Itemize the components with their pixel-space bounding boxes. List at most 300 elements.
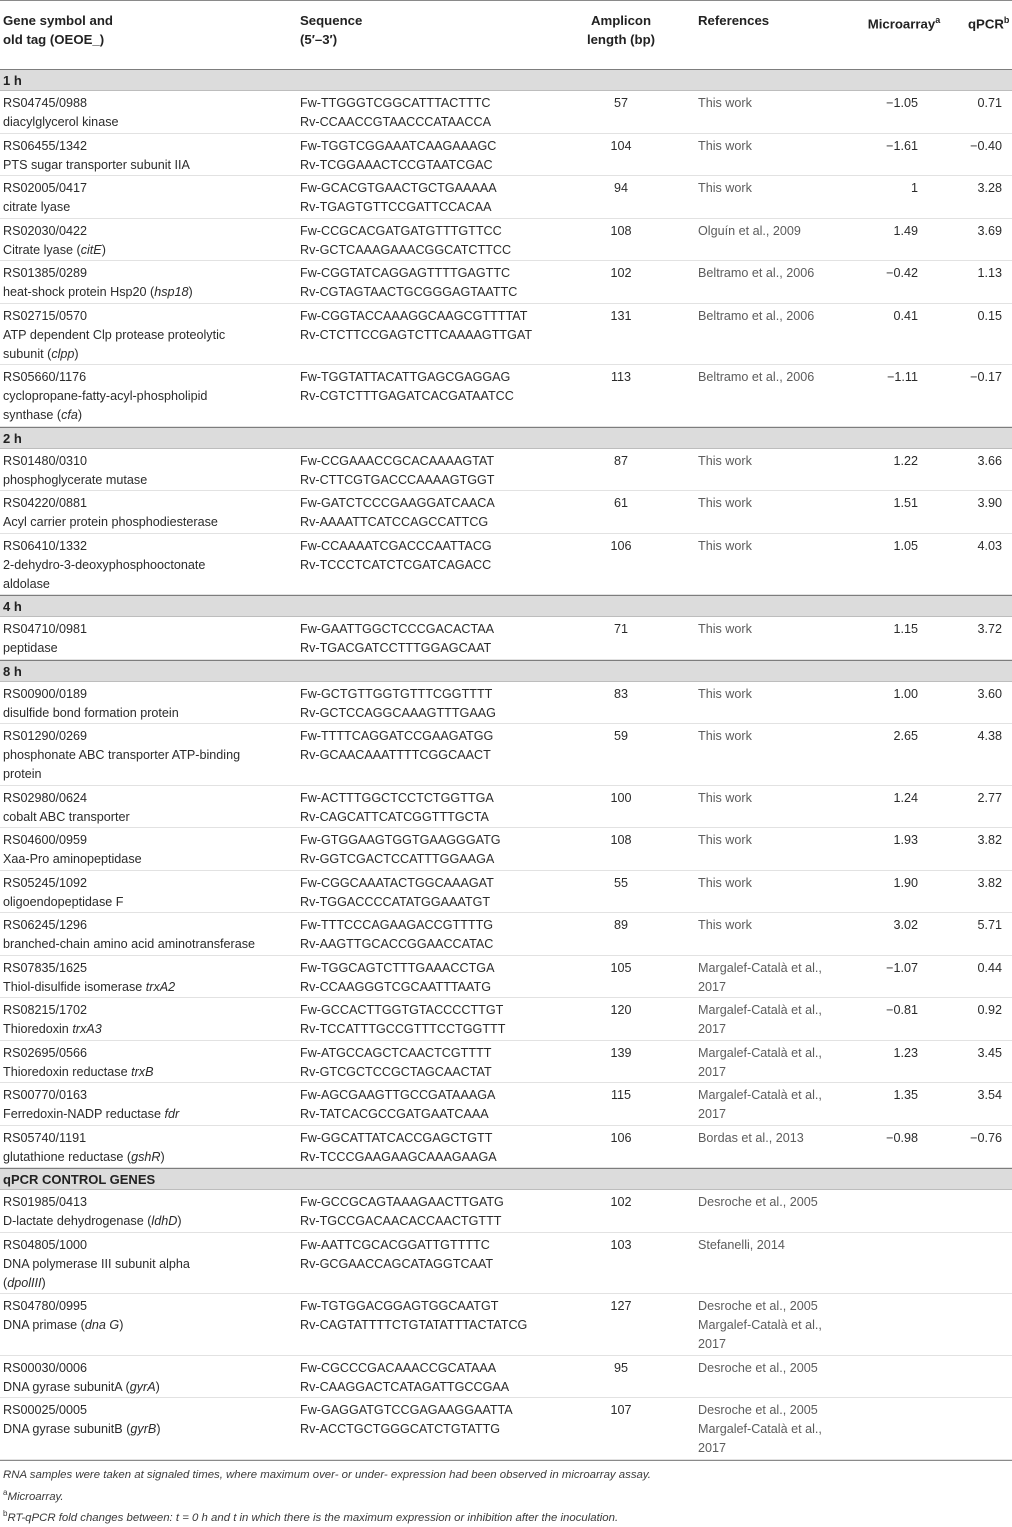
microarray-cell: −0.98: [862, 1129, 918, 1148]
sequence-cell: [300, 137, 496, 175]
reference-cell: [698, 1129, 804, 1148]
sequence-cell: [300, 1044, 492, 1082]
sequence-cell-line: Rv-TCCCGAAGAAGCAAAGAAGA: [300, 1148, 497, 1167]
sequence-cell-line: Rv-CAGTATTTTCTGTATATTTACTATCG: [300, 1316, 527, 1335]
sequence-cell: [300, 368, 514, 406]
amplicon-cell: 102: [580, 1193, 662, 1212]
reference-cell-line: This work: [698, 94, 752, 113]
gene-cell-line: Xaa-Pro aminopeptidase: [3, 850, 142, 869]
gene-cell: [3, 916, 255, 954]
table-body: [0, 69, 1012, 1460]
sequence-cell-line: Fw-GATCTCCCGAAGGATCAACA: [300, 494, 495, 513]
reference-cell: [698, 1193, 818, 1212]
gene-cell-line: RS04745/0988: [3, 94, 119, 113]
amplicon-cell: 59: [580, 727, 662, 746]
gene-cell-line: RS00770/0163: [3, 1086, 179, 1105]
header-amplicon: Amplicon length (bp): [580, 11, 662, 49]
gene-cell: [3, 1236, 190, 1293]
microarray-cell: 3.02: [862, 916, 918, 935]
amplicon-cell: 127: [580, 1297, 662, 1316]
qpcr-cell: 3.69: [966, 222, 1002, 241]
sequence-cell-line: Rv-CCAACCGTAACCCATAACCA: [300, 113, 491, 132]
sequence-cell-line: Fw-TTTCCCAGAAGACCGTTTTG: [300, 916, 493, 935]
reference-cell: [698, 494, 752, 513]
qpcr-cell: 3.72: [966, 620, 1002, 639]
gene-cell-line: 2-dehydro-3-deoxyphosphooctonate: [3, 556, 205, 575]
reference-cell: [698, 685, 752, 704]
qpcr-cell: 4.38: [966, 727, 1002, 746]
sequence-cell: [300, 1193, 504, 1231]
sequence-cell: [300, 94, 491, 132]
section-header: qPCR CONTROL GENES: [0, 1168, 1012, 1190]
gene-cell-line: phosphoglycerate mutase: [3, 471, 147, 490]
gene-cell: [3, 1001, 102, 1039]
gene-cell: [3, 94, 119, 132]
microarray-cell: 1.51: [862, 494, 918, 513]
sequence-cell: [300, 179, 497, 217]
section-header: 1 h: [0, 69, 1012, 91]
qpcr-cell: 0.92: [966, 1001, 1002, 1020]
reference-cell: [698, 307, 814, 326]
reference-cell-line: Bordas et al., 2013: [698, 1129, 804, 1148]
table-row: [0, 134, 1012, 177]
sequence-cell-line: Rv-CGTCTTTGAGATCACGATAATCC: [300, 387, 514, 406]
sequence-cell-line: Fw-CGGTATCAGGAGTTTTGAGTTC: [300, 264, 517, 283]
amplicon-cell: 57: [580, 94, 662, 113]
table-row: [0, 176, 1012, 219]
table-row: [0, 998, 1012, 1041]
amplicon-cell: 107: [580, 1401, 662, 1420]
sequence-cell-line: Rv-GCGAACCAGCATAGGTCAAT: [300, 1255, 493, 1274]
table-row: [0, 1233, 1012, 1295]
reference-cell-line: Desroche et al., 2005: [698, 1193, 818, 1212]
sequence-cell-line: Fw-ATGCCAGCTCAACTCGTTTT: [300, 1044, 492, 1063]
gene-cell-line: Thiol-disulfide isomerase trxA2: [3, 978, 175, 997]
gene-cell-line: RS02005/0417: [3, 179, 87, 198]
amplicon-cell: 61: [580, 494, 662, 513]
gene-cell-line: Thioredoxin reductase trxB: [3, 1063, 154, 1082]
gene-cell: [3, 1401, 161, 1439]
gene-cell-line: DNA gyrase subunitA (gyrA): [3, 1378, 160, 1397]
sequence-cell-line: Rv-CCAAGGGTCGCAATTTAATG: [300, 978, 495, 997]
gene-cell: [3, 264, 193, 302]
gene-cell-line: phosphonate ABC transporter ATP-binding: [3, 746, 240, 765]
gene-cell: [3, 874, 123, 912]
sequence-cell-line: Rv-ACCTGCTGGGCATCTGTATTG: [300, 1420, 513, 1439]
gene-cell-line: protein: [3, 765, 240, 784]
gene-cell-line: Ferredoxin-NADP reductase fdr: [3, 1105, 179, 1124]
microarray-cell: −1.11: [862, 368, 918, 387]
sequence-cell: [300, 685, 496, 723]
reference-cell-line: This work: [698, 179, 752, 198]
gene-cell-line: synthase (cfa): [3, 406, 207, 425]
microarray-cell: 1.15: [862, 620, 918, 639]
microarray-cell: −1.61: [862, 137, 918, 156]
sequence-cell-line: Rv-TGAGTGTTCCGATTCCACAA: [300, 198, 497, 217]
gene-cell: [3, 831, 142, 869]
reference-cell-line: Desroche et al., 2005: [698, 1359, 818, 1378]
sequence-cell: [300, 1297, 527, 1335]
gene-cell-line: Thioredoxin trxA3: [3, 1020, 102, 1039]
gene-cell-line: DNA primase (dna G): [3, 1316, 123, 1335]
qpcr-cell: 0.15: [966, 307, 1002, 326]
reference-cell-line: Margalef-Català et al.,: [698, 1316, 822, 1335]
sequence-cell: [300, 537, 492, 575]
reference-cell-line: 2017: [698, 1439, 822, 1458]
gene-cell-line: RS05660/1176: [3, 368, 207, 387]
amplicon-cell: 131: [580, 307, 662, 326]
gene-cell-line: RS08215/1702: [3, 1001, 102, 1020]
amplicon-cell: 139: [580, 1044, 662, 1063]
section-header: 2 h: [0, 427, 1012, 449]
sequence-cell: [300, 916, 493, 954]
table-row: [0, 365, 1012, 427]
table-row: [0, 786, 1012, 829]
microarray-cell: 1.49: [862, 222, 918, 241]
gene-cell-line: RS06245/1296: [3, 916, 255, 935]
sequence-cell-line: Fw-CCAAAATCGACCCAATTACG: [300, 537, 492, 556]
qpcr-cell: 3.60: [966, 685, 1002, 704]
qpcr-cell: −0.40: [966, 137, 1002, 156]
reference-cell: [698, 137, 752, 156]
reference-cell: [698, 831, 752, 850]
reference-cell: [698, 452, 752, 471]
sequence-cell-line: Rv-GCTCCAGGCAAAGTTTGAAG: [300, 704, 496, 723]
table-row: [0, 304, 1012, 366]
qpcr-cell: 4.03: [966, 537, 1002, 556]
sequence-cell-line: Rv-GGTCGACTCCATTTGGAAGA: [300, 850, 501, 869]
gene-cell: [3, 452, 147, 490]
sequence-cell-line: Fw-TTTTCAGGATCCGAAGATGG: [300, 727, 493, 746]
gene-cell-line: cobalt ABC transporter: [3, 808, 130, 827]
reference-cell-line: 2017: [698, 978, 822, 997]
reference-cell-line: This work: [698, 727, 752, 746]
gene-cell-line: RS01985/0413: [3, 1193, 182, 1212]
table-row: [0, 449, 1012, 492]
gene-cell-line: RS00030/0006: [3, 1359, 160, 1378]
gene-cell-line: RS04600/0959: [3, 831, 142, 850]
reference-cell: [698, 222, 801, 241]
amplicon-cell: 120: [580, 1001, 662, 1020]
reference-cell-line: This work: [698, 916, 752, 935]
qpcr-cell: 5.71: [966, 916, 1002, 935]
amplicon-cell: 87: [580, 452, 662, 471]
reference-cell-line: This work: [698, 789, 752, 808]
sequence-cell-line: Rv-TCCCTCATCTCGATCAGACC: [300, 556, 492, 575]
microarray-cell: 1.23: [862, 1044, 918, 1063]
sequence-cell-line: Fw-GCCACTTGGTGTACCCCTTGT: [300, 1001, 505, 1020]
sequence-cell: [300, 620, 494, 658]
sequence-cell-line: Rv-TGCCGACAACACCAACTGTTT: [300, 1212, 504, 1231]
amplicon-cell: 108: [580, 831, 662, 850]
gene-cell: [3, 222, 106, 260]
sequence-cell-line: Fw-GAGGATGTCCGAGAAGGAATTA: [300, 1401, 513, 1420]
sequence-cell-line: Rv-TGGACCCCATATGGAAATGT: [300, 893, 494, 912]
gene-cell: [3, 179, 87, 217]
section-header: 4 h: [0, 595, 1012, 617]
amplicon-cell: 100: [580, 789, 662, 808]
qpcr-cell: 3.28: [966, 179, 1002, 198]
sequence-cell-line: Fw-ACTTTGGCTCCTCTGGTTGA: [300, 789, 494, 808]
amplicon-cell: 95: [580, 1359, 662, 1378]
sequence-cell-line: Fw-GGCATTATCACCGAGCTGTT: [300, 1129, 497, 1148]
microarray-cell: 1.90: [862, 874, 918, 893]
sequence-cell-line: Rv-CAGCATTCATCGGTTTGCTA: [300, 808, 494, 827]
gene-cell-line: RS02695/0566: [3, 1044, 154, 1063]
reference-cell: [698, 1236, 785, 1255]
amplicon-cell: 106: [580, 537, 662, 556]
footnote-a: $^a$Microarray.: [0, 1484, 1012, 1506]
gene-cell: [3, 1193, 182, 1231]
sequence-cell-line: Rv-AAGTTGCACCGGAACCATAC: [300, 935, 493, 954]
footnote-b: $^b$RT-qPCR fold changes between: t = 0 h and t in which there is the maximum expression or inhibition after the inoculation.: [0, 1505, 1012, 1527]
sequence-cell: [300, 1086, 495, 1124]
reference-cell-line: This work: [698, 831, 752, 850]
header-references: References: [698, 11, 769, 30]
sequence-cell: [300, 307, 532, 345]
table-header: [0, 0, 1012, 69]
reference-cell: [698, 1044, 822, 1082]
gene-cell-line: citrate lyase: [3, 198, 87, 217]
sequence-cell-line: Rv-CTTCGTGACCCAAAAGTGGT: [300, 471, 495, 490]
gene-cell-line: RS01480/0310: [3, 452, 147, 471]
gene-cell: [3, 307, 225, 364]
gene-cell: [3, 137, 190, 175]
gene-cell-line: aldolase: [3, 575, 205, 594]
sequence-cell-line: Rv-GTCGCTCCGCTAGCAACTAT: [300, 1063, 492, 1082]
qpcr-cell: 3.82: [966, 874, 1002, 893]
gene-cell: [3, 789, 130, 827]
gene-cell-line: diacylglycerol kinase: [3, 113, 119, 132]
sequence-cell-line: Fw-CCGAAACCGCACAAAAGTAT: [300, 452, 495, 471]
gene-cell-line: RS01290/0269: [3, 727, 240, 746]
reference-cell-line: Margalef-Català et al.,: [698, 959, 822, 978]
sequence-cell-line: Rv-TATCACGCCGATGAATCAAA: [300, 1105, 495, 1124]
gene-cell-line: D-lactate dehydrogenase (ldhD): [3, 1212, 182, 1231]
amplicon-cell: 105: [580, 959, 662, 978]
reference-cell-line: This work: [698, 452, 752, 471]
gene-cell-line: RS07835/1625: [3, 959, 175, 978]
sequence-cell-line: Fw-TGTGGACGGAGTGGCAATGT: [300, 1297, 527, 1316]
microarray-cell: −1.07: [862, 959, 918, 978]
table-row: [0, 724, 1012, 786]
gene-cell-line: disulfide bond formation protein: [3, 704, 179, 723]
reference-cell: [698, 368, 814, 387]
reference-cell-line: Beltramo et al., 2006: [698, 264, 814, 283]
gene-cell-line: Acyl carrier protein phosphodiesterase: [3, 513, 218, 532]
table-footnotes: [0, 1460, 1012, 1527]
sequence-cell: [300, 1359, 509, 1397]
sequence-cell-line: Rv-TCCATTTGCCGTTTCCTGGTTT: [300, 1020, 505, 1039]
gene-cell-line: RS06455/1342: [3, 137, 190, 156]
table-row: [0, 1083, 1012, 1126]
gene-cell-line: RS02980/0624: [3, 789, 130, 808]
reference-cell: [698, 620, 752, 639]
sequence-cell: [300, 789, 494, 827]
sequence-cell-line: Fw-TGGTCGGAAATCAAGAAAGC: [300, 137, 496, 156]
sequence-cell-line: Fw-TTGGGTCGGCATTTACTTTC: [300, 94, 491, 113]
reference-cell-line: This work: [698, 685, 752, 704]
gene-cell-line: DNA polymerase III subunit alpha: [3, 1255, 190, 1274]
reference-cell-line: This work: [698, 494, 752, 513]
microarray-cell: 0.41: [862, 307, 918, 326]
sequence-cell-line: Rv-CAAGGACTCATAGATTGCCGAA: [300, 1378, 509, 1397]
reference-cell-line: Beltramo et al., 2006: [698, 307, 814, 326]
sequence-cell-line: Fw-CCGCACGATGATGTTTGTTCC: [300, 222, 511, 241]
sequence-cell: [300, 727, 493, 765]
gene-cell-line: RS06410/1332: [3, 537, 205, 556]
reference-cell: [698, 1401, 822, 1458]
reference-cell: [698, 179, 752, 198]
sequence-cell: [300, 874, 494, 912]
reference-cell: [698, 1086, 822, 1124]
gene-cell: [3, 537, 205, 594]
gene-cell-line: heat-shock protein Hsp20 (hsp18): [3, 283, 193, 302]
sequence-cell: [300, 1129, 497, 1167]
reference-cell: [698, 916, 752, 935]
reference-cell: [698, 94, 752, 113]
microarray-cell: 1.93: [862, 831, 918, 850]
reference-cell-line: Margalef-Català et al.,: [698, 1044, 822, 1063]
qpcr-cell: 0.44: [966, 959, 1002, 978]
table-row: [0, 1398, 1012, 1460]
gene-cell-line: cyclopropane-fatty-acyl-phospholipid: [3, 387, 207, 406]
gene-cell-line: subunit (clpp): [3, 345, 225, 364]
reference-cell: [698, 874, 752, 893]
gene-cell: [3, 959, 175, 997]
amplicon-cell: 113: [580, 368, 662, 387]
qpcr-cell: 3.45: [966, 1044, 1002, 1063]
sequence-cell-line: Rv-GCTCAAAGAAACGGCATCTTCC: [300, 241, 511, 260]
gene-cell-line: oligoendopeptidase F: [3, 893, 123, 912]
gene-cell-line: ATP dependent Clp protease proteolytic: [3, 326, 225, 345]
sequence-cell-line: Fw-GCTGTTGGTGTTTCGGTTTT: [300, 685, 496, 704]
amplicon-cell: 104: [580, 137, 662, 156]
table-row: [0, 91, 1012, 134]
microarray-cell: 1.22: [862, 452, 918, 471]
reference-cell-line: Margalef-Català et al.,: [698, 1420, 822, 1439]
reference-cell: [698, 537, 752, 556]
gene-cell: [3, 1129, 165, 1167]
gene-cell: [3, 368, 207, 425]
reference-cell-line: Margalef-Català et al.,: [698, 1001, 822, 1020]
reference-cell: [698, 727, 752, 746]
reference-cell-line: Olguín et al., 2009: [698, 222, 801, 241]
gene-cell: [3, 727, 240, 784]
sequence-cell: [300, 264, 517, 302]
amplicon-cell: 83: [580, 685, 662, 704]
gene-cell-line: glutathione reductase (gshR): [3, 1148, 165, 1167]
amplicon-cell: 103: [580, 1236, 662, 1255]
gene-cell-line: branched-chain amino acid aminotransferase: [3, 935, 255, 954]
gene-cell-line: RS05245/1092: [3, 874, 123, 893]
microarray-cell: 1.00: [862, 685, 918, 704]
sequence-cell-line: Rv-AAAATTCATCCAGCCATTCG: [300, 513, 495, 532]
gene-cell-line: RS02030/0422: [3, 222, 106, 241]
gene-cell-line: DNA gyrase subunitB (gyrB): [3, 1420, 161, 1439]
reference-cell: [698, 1297, 822, 1354]
amplicon-cell: 94: [580, 179, 662, 198]
sequence-cell-line: Fw-AGCGAAGTTGCCGATAAAGA: [300, 1086, 495, 1105]
gene-cell: [3, 1359, 160, 1397]
gene-cell: [3, 685, 179, 723]
sequence-cell: [300, 1001, 505, 1039]
table-row: [0, 828, 1012, 871]
qpcr-cell: 3.82: [966, 831, 1002, 850]
microarray-cell: 1.35: [862, 1086, 918, 1105]
gene-cell-line: RS01385/0289: [3, 264, 193, 283]
section-header: 8 h: [0, 660, 1012, 682]
sequence-cell-line: Fw-AATTCGCACGGATTGTTTTC: [300, 1236, 493, 1255]
reference-cell-line: 2017: [698, 1105, 822, 1124]
table-row: [0, 534, 1012, 596]
sequence-cell-line: Fw-CGCCCGACAAACCGCATAAA: [300, 1359, 509, 1378]
sequence-cell-line: Fw-GCACGTGAACTGCTGAAAAA: [300, 179, 497, 198]
reference-cell-line: Margalef-Català et al.,: [698, 1086, 822, 1105]
gene-cell: [3, 1044, 154, 1082]
qpcr-cell: 3.54: [966, 1086, 1002, 1105]
gene-cell-line: RS04710/0981: [3, 620, 87, 639]
sequence-cell-line: Fw-GCCGCAGTAAAGAACTTGATG: [300, 1193, 504, 1212]
sequence-cell: [300, 222, 511, 260]
reference-cell-line: Desroche et al., 2005: [698, 1401, 822, 1420]
sequence-cell-line: Rv-CTCTTCCGAGTCTTCAAAAGTTGAT: [300, 326, 532, 345]
sequence-cell-line: Fw-CGGTACCAAAGGCAAGCGTTTTAT: [300, 307, 532, 326]
gene-cell-line: RS00900/0189: [3, 685, 179, 704]
sequence-cell-line: Rv-GCAACAAATTTTCGGCAACT: [300, 746, 493, 765]
microarray-cell: −0.81: [862, 1001, 918, 1020]
amplicon-cell: 89: [580, 916, 662, 935]
qpcr-cell: 1.13: [966, 264, 1002, 283]
gene-cell-line: PTS sugar transporter subunit IIA: [3, 156, 190, 175]
gene-cell-line: RS00025/0005: [3, 1401, 161, 1420]
sequence-cell-line: Rv-TGACGATCCTTTGGAGCAAT: [300, 639, 494, 658]
sequence-cell-line: Fw-CGGCAAATACTGGCAAAGAT: [300, 874, 494, 893]
gene-cell-line: peptidase: [3, 639, 87, 658]
gene-cell-line: RS05740/1191: [3, 1129, 165, 1148]
qpcr-cell: 3.66: [966, 452, 1002, 471]
reference-cell-line: Desroche et al., 2005: [698, 1297, 822, 1316]
qpcr-cell: −0.76: [966, 1129, 1002, 1148]
reference-cell-line: 2017: [698, 1063, 822, 1082]
table-row: [0, 682, 1012, 725]
header-microarray: Microarray$^a$: [862, 11, 946, 33]
sequence-cell: [300, 1236, 493, 1274]
sequence-cell-line: Rv-CGTAGTAACTGCGGGAGTAATTC: [300, 283, 517, 302]
reference-cell-line: This work: [698, 537, 752, 556]
sequence-cell-line: Fw-TGGTATTACATTGAGCGAGGAG: [300, 368, 514, 387]
table-row: [0, 261, 1012, 304]
table-row: [0, 956, 1012, 999]
sequence-cell-line: Fw-TGGCAGTCTTTGAAACCTGA: [300, 959, 495, 978]
gene-cell-line: RS02715/0570: [3, 307, 225, 326]
reference-cell: [698, 1359, 818, 1378]
microarray-cell: 1.05: [862, 537, 918, 556]
table-row: [0, 1190, 1012, 1233]
sequence-cell: [300, 452, 495, 490]
microarray-cell: −0.42: [862, 264, 918, 283]
table-row: [0, 913, 1012, 956]
table-row: [0, 1041, 1012, 1084]
reference-cell-line: Beltramo et al., 2006: [698, 368, 814, 387]
qpcr-cell: 0.71: [966, 94, 1002, 113]
footnote-note: RNA samples were taken at signaled times, where maximum over- or under- expression had been observed in microarray assay.: [0, 1467, 1012, 1484]
sequence-cell-line: Fw-GTGGAAGTGGTGAAGGGATG: [300, 831, 501, 850]
amplicon-cell: 115: [580, 1086, 662, 1105]
table-row: [0, 617, 1012, 660]
reference-cell: [698, 1001, 822, 1039]
microarray-cell: −1.05: [862, 94, 918, 113]
